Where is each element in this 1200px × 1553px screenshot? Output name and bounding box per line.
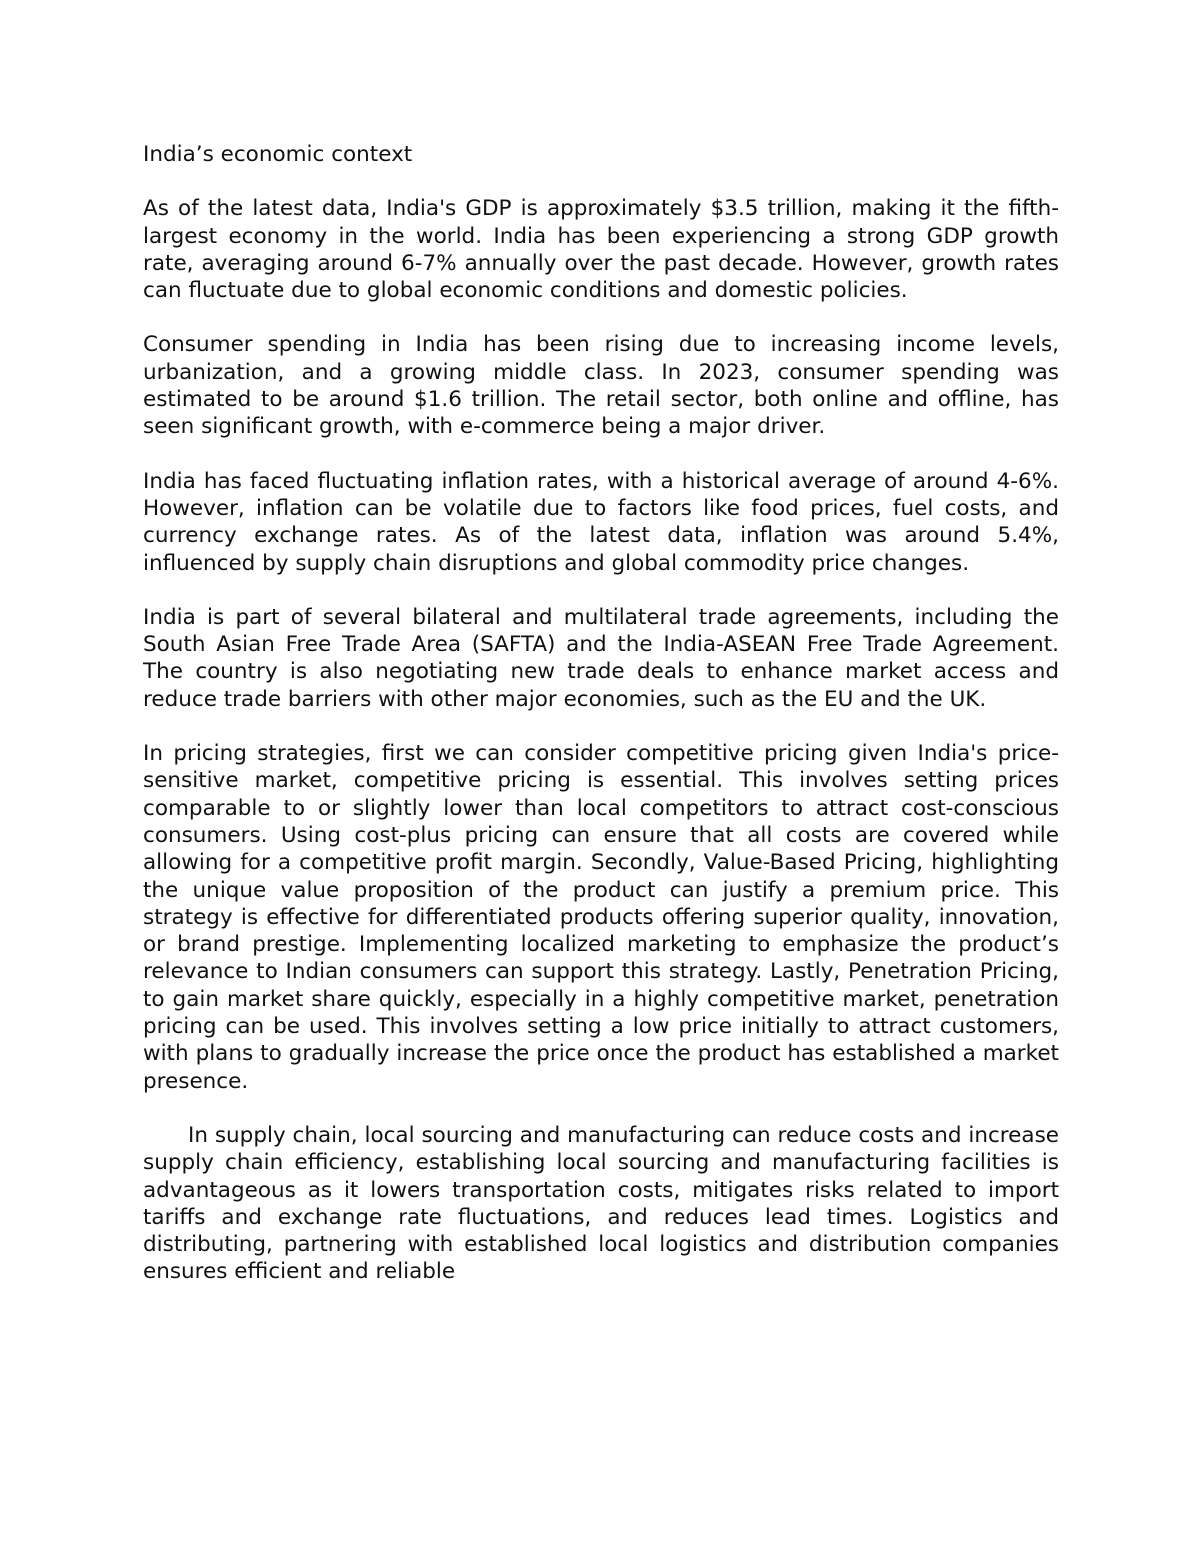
paragraph-inflation: India has faced fluctuating inflation rates, with a historical average of around 4-6%. However, inflation can be volatile due to factors like food prices, fuel costs, and currency exchange rates. As of the latest data, inflation was around 5.4%, influenced by supply chain disruptions and global commodity price changes. [143,468,1059,576]
paragraph-trade-agreements: India is part of several bilateral and multilateral trade agreements, including the South Asian Free Trade Area (SAFTA) and the India-ASEAN Free Trade Agreement. The country is also negotiating new trade deals to enhance market access and reduce trade barriers with other major economies, such as the EU and the UK. [143,604,1059,712]
document-heading: India’s economic context [143,142,413,167]
paragraph-pricing-strategies: In pricing strategies, first we can consider competitive pricing given India's price-sensitive market, competitive pricing is essential. This involves setting prices comparable to or slightly lower than local competitors to attract cost-conscious consumers. Using cost-plus pricing can ensure that all costs are covered while allowing for a competitive profit margin. Secondly, Value-Based Pricing, highlighting the unique value proposition of the product can justify a premium price. This strategy is effective for differentiated products offering superior quality, innovation, or brand prestige. Implementing localized marketing to emphasize the product’s relevance to Indian consumers can support this strategy. Lastly, Penetration Pricing, to gain market share quickly, especially in a highly competitive market, penetration pricing can be used. This involves setting a low price initially to attract customers, with plans to gradually increase the price once the product has established a market presence. [143,741,1059,1094]
paragraph-supply-chain: In supply chain, local sourcing and manufacturing can reduce costs and increase supply chain efficiency, establishing local sourcing and manufacturing facilities is advantageous as it lowers transportation costs, mitigates risks related to import tariffs and exchange rate fluctuations, and reduces lead times. Logistics and distributing, partnering with established local logistics and distribution companies ensures efficient and reliable [143,1122,1059,1285]
paragraph-consumer-spending: Consumer spending in India has been rising due to increasing income levels, urbanization, and a growing middle class. In 2023, consumer spending was estimated to be around $1.6 trillion. The retail sector, both online and offline, has seen significant growth, with e-commerce being a major driver. [143,332,1059,440]
document-page [143,141,1059,1286]
paragraph-gdp: As of the latest data, India's GDP is approximately $3.5 trillion, making it the fifth-largest economy in the world. India has been experiencing a strong GDP growth rate, averaging around 6-7% annually over the past decade. However, growth rates can fluctuate due to global economic conditions and domestic policies. [143,196,1059,304]
